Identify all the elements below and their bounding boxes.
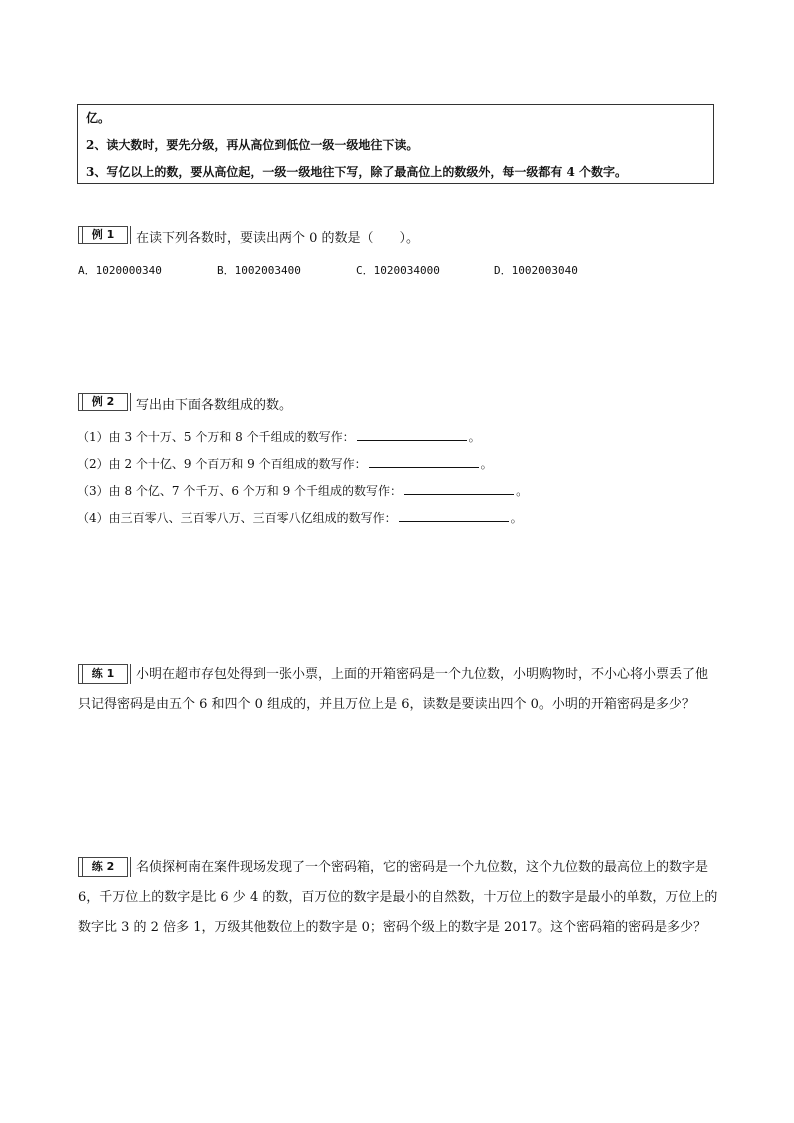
item-4-end: 。 <box>510 511 523 525</box>
rule-line-0: 亿。 <box>86 111 111 125</box>
practice-2-text: 名侦探柯南在案件现场发现了一个密码箱，它的密码是一个九位数，这个九位数的最高位上的数字是 6，千万位上的数字是比 6 少 4 的数，百万位的数字是最小的自然数，十万位上的数字是最小的单数，万位上的数字比 3 的 2 倍多 1，万级其他数位上的数字是 0；密码个级上的数字是 2017。这个密码箱的密码是多少？ <box>78 860 718 935</box>
example-1-options <box>78 262 578 278</box>
item-4-text: （4）由三百零八、三百零八万、三百零八亿组成的数写作： <box>77 511 397 525</box>
example-2-tag: 例 2 <box>78 393 128 411</box>
answer-blank-3[interactable] <box>404 483 514 495</box>
example-2-item-1 <box>77 428 481 445</box>
option-c: C．1020034000 <box>356 264 440 277</box>
item-2-text: （2）由 2 个十亿、9 个百万和 9 个百组成的数写作： <box>77 457 367 471</box>
example-2-question: 写出由下面各数组成的数。 <box>136 398 293 413</box>
item-3-text: （3）由 8 个亿、7 个千万、6 个万和 9 个千组成的数写作： <box>77 484 403 498</box>
example-1-question: 在读下列各数时，要读出两个 0 的数是（ ）。 <box>136 231 420 246</box>
rules-box <box>77 104 714 184</box>
rule-line-2: 3、写亿以上的数，要从高位起，一级一级地往下写，除了最高位上的数级外，每一级都有 4 个数字。 <box>86 165 628 179</box>
option-a: A．1020000340 <box>78 264 162 277</box>
item-1-end: 。 <box>468 430 481 444</box>
example-2-item-3 <box>77 482 528 499</box>
option-b: B．1002003400 <box>217 264 301 277</box>
example-1-tag: 例 1 <box>78 226 128 244</box>
rule-line-1: 2、读大数时，要先分级，再从高位到低位一级一级地往下读。 <box>86 138 419 152</box>
item-3-end: 。 <box>516 484 529 498</box>
option-d: D．1002003040 <box>494 264 578 277</box>
item-2-end: 。 <box>480 457 493 471</box>
item-1-text: （1）由 3 个十万、5 个万和 8 个千组成的数写作： <box>77 430 355 444</box>
answer-blank-1[interactable] <box>357 429 467 441</box>
example-2-item-2 <box>77 455 493 472</box>
answer-blank-2[interactable] <box>369 456 479 468</box>
practice-1-text: 小明在超市存包处得到一张小票，上面的开箱密码是一个九位数，小明购物时，不小心将小票丢了他只记得密码是由五个 6 和四个 0 组成的，并且万位上是 6，读数是要读出四个 0。小明的开箱密码是多少？ <box>78 667 709 712</box>
practice-1-tag: 练 1 <box>78 664 128 684</box>
practice-2-tag: 练 2 <box>78 857 128 877</box>
example-2-item-4 <box>77 509 523 526</box>
answer-blank-4[interactable] <box>399 510 509 522</box>
